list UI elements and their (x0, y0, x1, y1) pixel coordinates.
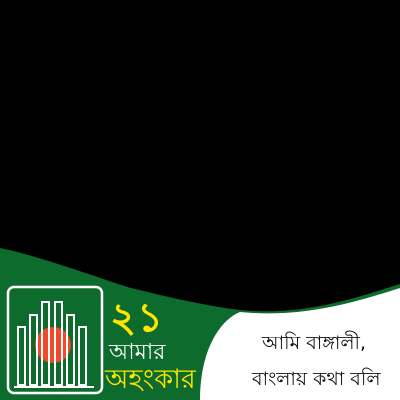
logo-number: ২১ (110, 295, 164, 341)
logo-word-ohonkar: অহংকার (105, 364, 196, 395)
slogan-line-2: বাংলায় কথা বলি (252, 368, 381, 390)
logo-word-amar: আমার (109, 340, 166, 365)
slogan-line-1: আমি বাঙ্গালী, (262, 332, 367, 354)
red-sun-icon (35, 327, 71, 363)
